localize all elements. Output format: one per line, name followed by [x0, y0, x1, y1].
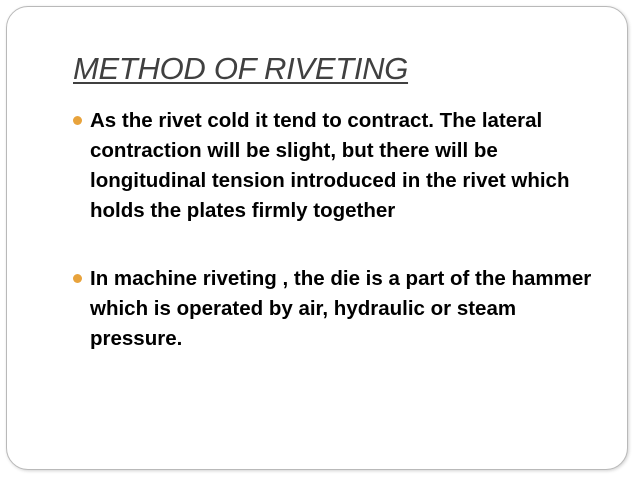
slide-title: METHOD OF RIVETING — [73, 51, 409, 86]
bullet-text: In machine riveting , the die is a part of the hammer which is operated by air, hydraulic or steam pressure. — [90, 267, 592, 350]
bullet-dot-icon — [73, 116, 82, 125]
bullet-text: As the rivet cold it tend to contract. The lateral contraction will be slight, but there will be longitudinal tension introduced in the rivet which holds the plates firmly together — [90, 109, 570, 222]
bullet-list — [73, 106, 603, 354]
bullet-item — [73, 106, 603, 226]
bullet-item — [73, 264, 603, 354]
bullet-dot-icon — [73, 274, 82, 283]
